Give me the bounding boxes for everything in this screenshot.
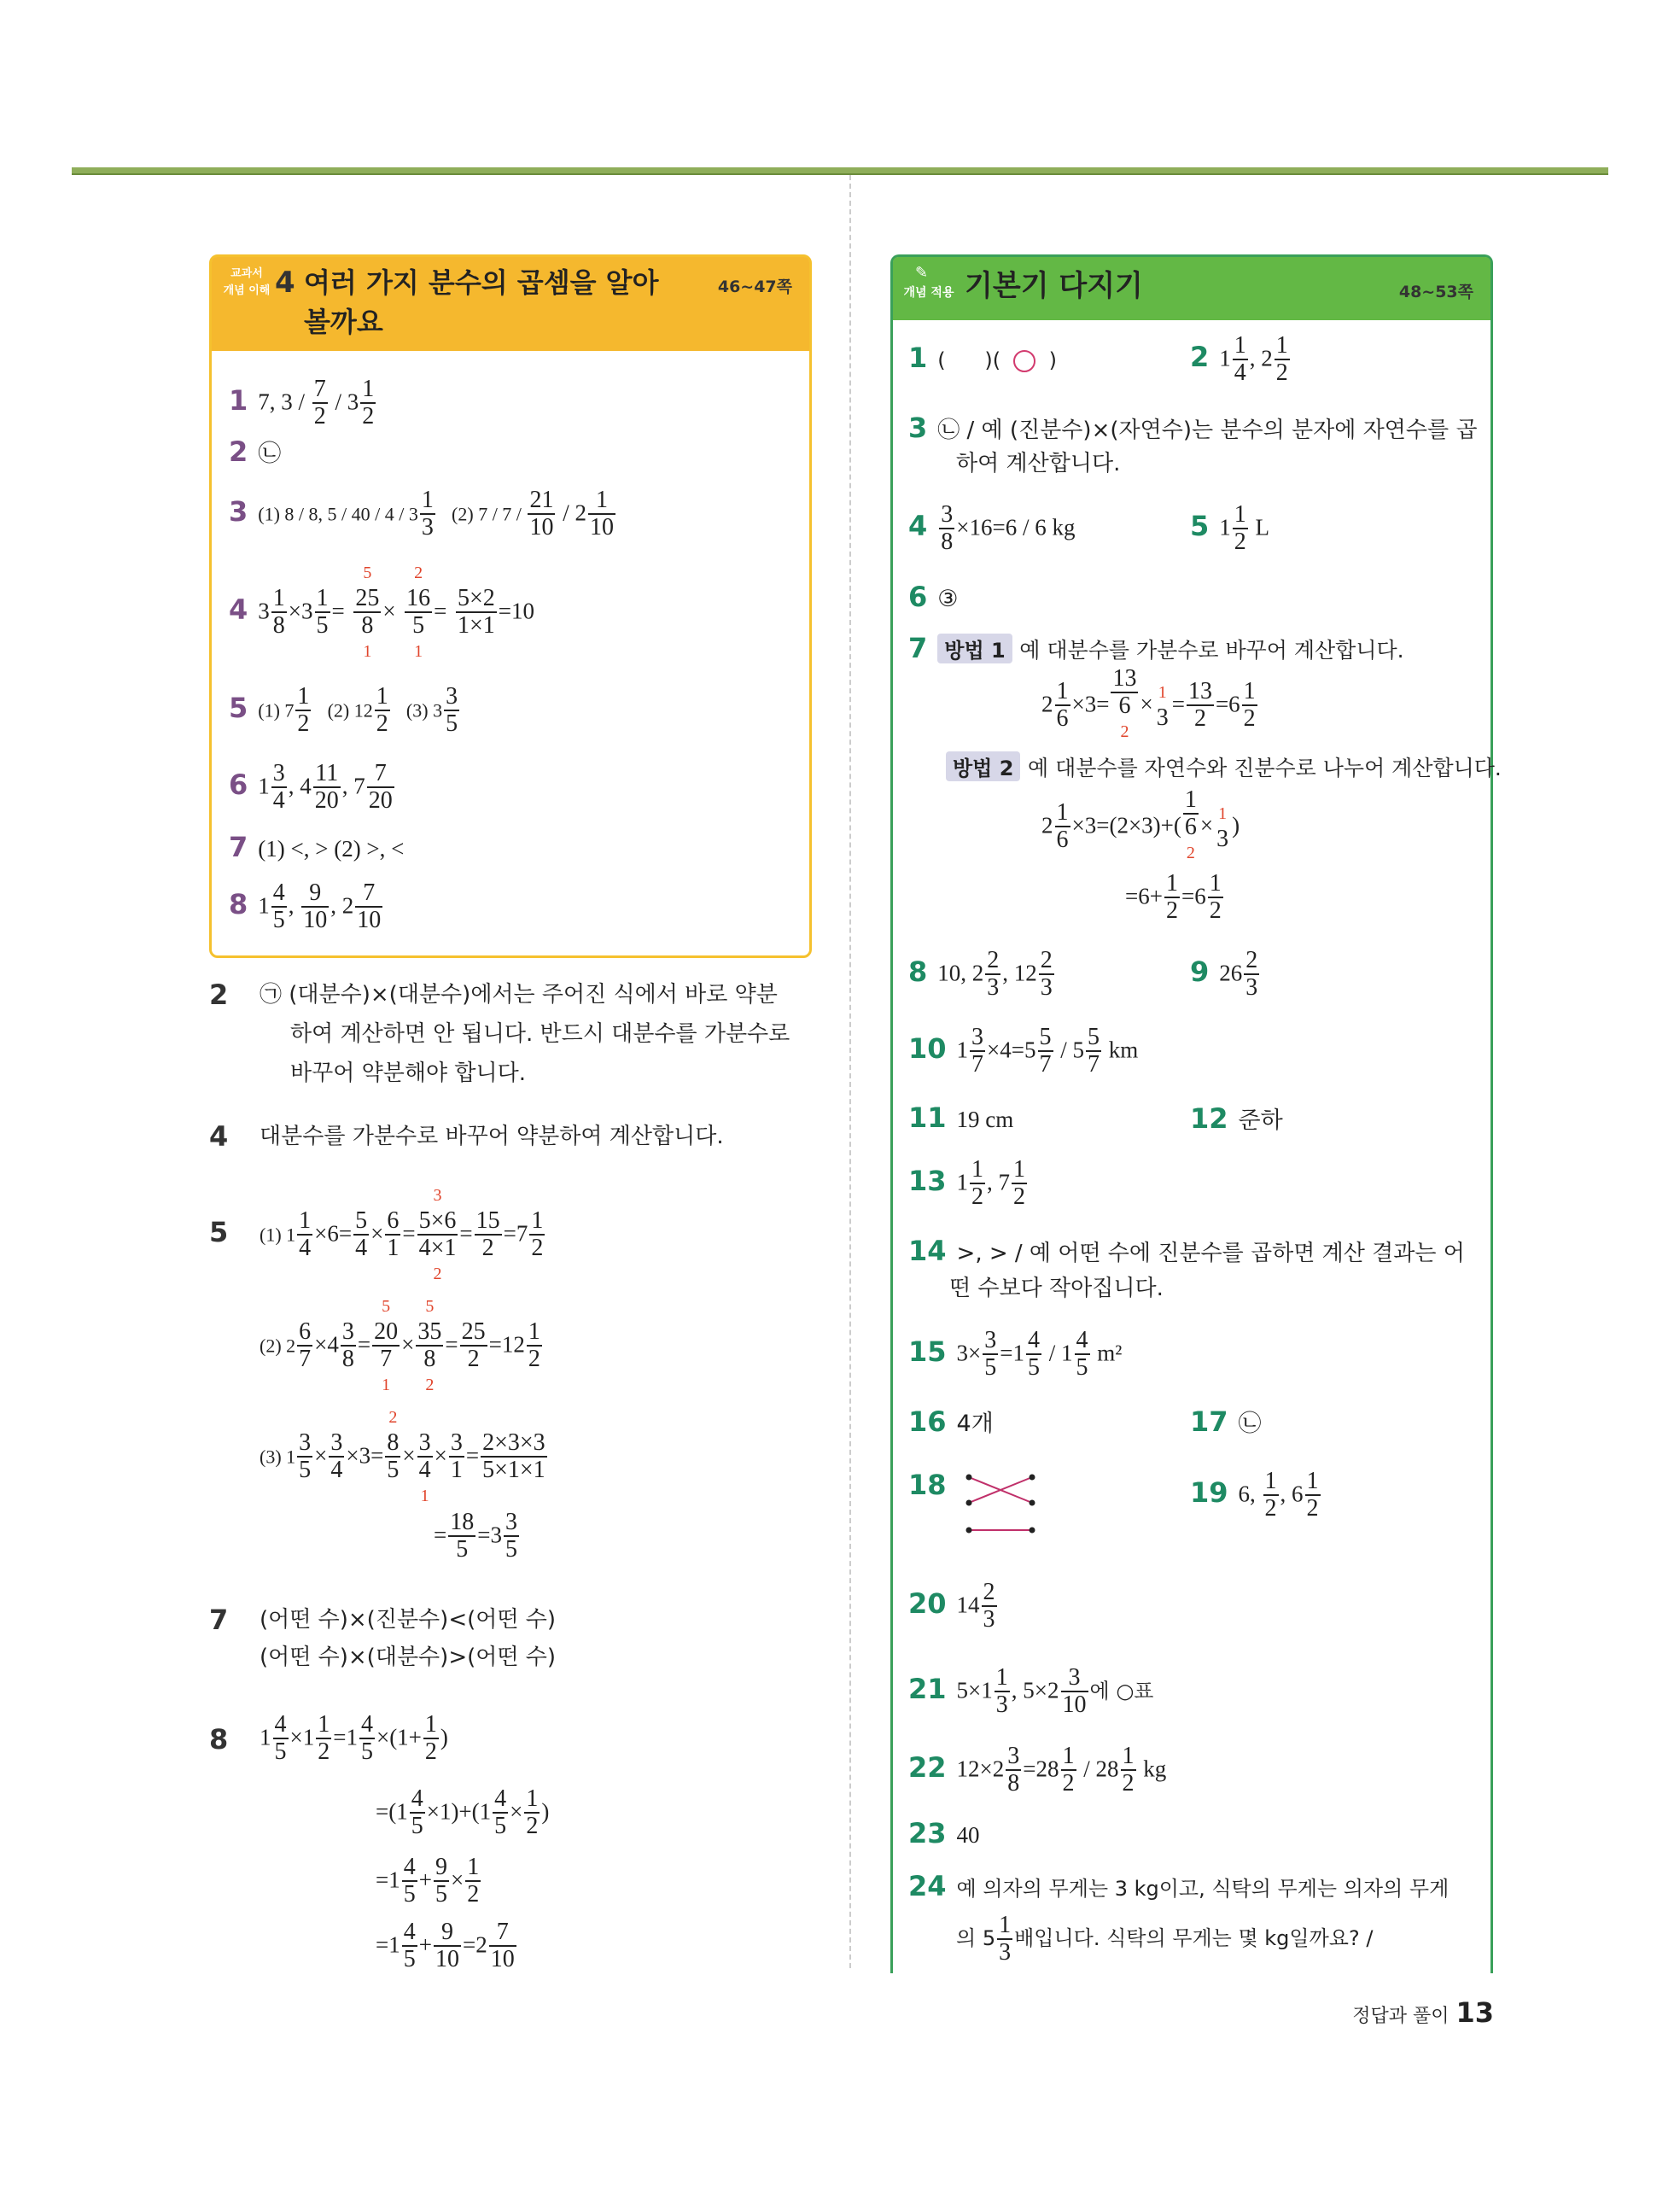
- right-answer-21: 21 5×1 $\frac{1}{3}$ , 5×2 $\frac{3}{10}$ 에 ○표: [908, 1664, 1154, 1718]
- right-answer-3-line2: 하여 계산합니다.: [956, 451, 1121, 476]
- explanation-4-number: 4: [209, 1120, 229, 1153]
- right-answer-24-line1: 24 예 의자의 무게는 3 kg이고, 식탁의 무게는 의자의 무게: [908, 1870, 1450, 1902]
- section-header-right: [893, 257, 1490, 320]
- section-title-line1: 여러 가지 분수의 곱셈을 알아: [304, 266, 659, 299]
- explanation-2-line1: ㉠ (대분수)×(대분수)에서는 주어진 식에서 바로 약분: [260, 982, 778, 1008]
- circle-mark: [1013, 350, 1035, 372]
- explanation-7-line1: (어떤 수)×(진분수)<(어떤 수): [260, 1607, 557, 1633]
- right-answer-1: 1 ( )( ): [908, 342, 1058, 374]
- answer-2: 2 ㉡: [229, 435, 282, 468]
- explanation-5-3b: = $\frac{18}{5}$ =3 $\frac{3}{5}$: [434, 1509, 517, 1563]
- top-rule: [72, 167, 1608, 175]
- explanation-8-2: =(1 $\frac{4}{5}$ ×1)+(1 $\frac{4}{5}$ × $\frac{1}{2}$ ): [376, 1785, 550, 1839]
- right-answer-12: 12 준하: [1190, 1102, 1283, 1135]
- right-answer-7-eq2a: 2 $\frac{1}{6}$ ×3=(2×3)+( 1 6 2 × 1 3 ): [1041, 786, 1240, 862]
- section-pages-right: 48~53쪽: [1398, 283, 1473, 301]
- answer-6: 6 1 $\frac{3}{4}$ , 4 $\frac{11}{20}$ , 7 $\frac{7}{20}$: [229, 760, 393, 814]
- right-answer-20: 20 14 $\frac{2}{3}$: [908, 1579, 995, 1633]
- textbook-concept-box: [209, 254, 812, 958]
- section-pages: 46~47쪽: [717, 278, 792, 296]
- right-answer-6: 6 ③: [908, 581, 959, 613]
- explanation-2-line2: 하여 계산하면 안 됩니다. 반드시 대분수를 가분수로: [290, 1021, 790, 1047]
- answer-1: 1 7, 3 / $\frac{7}{2}$ / 3 $\frac{1}{2}$: [229, 376, 375, 429]
- right-answer-16: 16 4개: [908, 1405, 994, 1438]
- right-answer-11: 11 19 cm: [908, 1101, 1014, 1134]
- explanation-7-line2: (어떤 수)×(대분수)>(어떤 수): [260, 1645, 557, 1670]
- explanation-2-number: 2: [209, 979, 229, 1011]
- explanation-8-3: =1 $\frac{4}{5}$ + $\frac{9}{5}$ × $\frac{1}{2}$: [376, 1854, 480, 1908]
- right-answer-19: 19 6, $\frac{1}{2}$ , 6 $\frac{1}{2}$: [1190, 1468, 1319, 1522]
- explanation-7-number: 7: [209, 1604, 229, 1636]
- section-tag-right: 개념 적용: [903, 286, 954, 300]
- section-title-line2: 볼까요: [304, 306, 383, 338]
- right-answer-10: 10 1 $\frac{3}{7}$ ×4=5 $\frac{5}{7}$ / 5 $\frac{5}{7}$ km: [908, 1024, 1139, 1078]
- footer-label: 정답과 풀이: [1352, 2006, 1450, 2027]
- answer-3: 3 (1) 8 / 8, 5 / 40 / 4 / 3 $\frac{1}{3}$ (2) 7 / 7 / $\frac{21}{10}$ / 2 $\frac{1}{10}$: [229, 487, 614, 540]
- explanation-5-1: (1) 1 $\frac{1}{4}$ ×6= $\frac{5}{4}$ × $\frac{6}{1}$ = 3 5×6 4×1 2 = $\frac{15}{2}$ =7 $\frac{1}{2}$: [260, 1186, 544, 1283]
- right-answer-24-line2: 의 5 $\frac{1}{3}$ 배입니다. 식탁의 무게는 몇 kg일까요? /: [956, 1912, 1374, 1966]
- right-answer-7-method1: 7 방법 1 예 대분수를 가분수로 바꾸어 계산합니다.: [908, 632, 1404, 664]
- section-number: 4: [275, 266, 295, 300]
- answer-8: 8 1 $\frac{4}{5}$ , $\frac{9}{10}$ , 2 $\frac{7}{10}$: [229, 879, 382, 933]
- right-answer-14-line2: 떤 수보다 작아집니다.: [949, 1276, 1164, 1301]
- right-answer-18: 18: [908, 1469, 1041, 1537]
- matching-lines-diagram: [964, 1469, 1041, 1537]
- answer-4: 4 3 $\frac{1}{8}$ ×3 $\frac{1}{5}$ = 5 25 8 1 × 2 16 5 1 = $\frac{5\times 2}{1\times 1}$ =10: [229, 564, 535, 661]
- section-title-right: 기본기 다지기: [965, 269, 1143, 303]
- right-answer-7-method2: 방법 2 예 대분수를 자연수와 진분수로 나누어 계산합니다.: [946, 751, 1502, 782]
- explanation-8-4: =1 $\frac{4}{5}$ + $\frac{9}{10}$ =2 $\frac{7}{10}$: [376, 1919, 515, 1972]
- right-answer-4: 4 $\frac{3}{8}$ ×16=6 / 6 kg: [908, 501, 1076, 555]
- explanation-8-number: 8: [209, 1723, 229, 1756]
- right-answer-7-eq2b: =6+ $\frac{1}{2}$ =6 $\frac{1}{2}$: [1125, 870, 1222, 924]
- explanation-5-3a: (3) 1 $\frac{3}{5}$ × $\frac{3}{4}$ ×3= 2 8 5 × 3 4 1 × $\frac{3}{1}$ = $\frac{2\times 3\times 3}{5\times 1\times 1}$: [260, 1408, 545, 1505]
- right-answer-15: 15 3× $\frac{3}{5}$ =1 $\frac{4}{5}$ / 1 $\frac{4}{5}$ m²: [908, 1327, 1123, 1381]
- right-answer-9: 9 26 $\frac{2}{3}$: [1190, 947, 1258, 1001]
- explanation-4-text: 대분수를 가분수로 바꾸어 약분하여 계산합니다.: [260, 1124, 724, 1149]
- right-answer-17: 17 ㉡: [1190, 1405, 1262, 1438]
- right-answer-5: 5 1 $\frac{1}{2}$ L: [1190, 501, 1270, 555]
- explanation-5-2: (2) 2 $\frac{6}{7}$ ×4 $\frac{3}{8}$ = 5 20 7 1 × 5 35 8 2 = $\frac{25}{2}$ =12 $\frac{1}{2}$: [260, 1297, 540, 1394]
- explanation-8-1: 1 $\frac{4}{5}$ ×1 $\frac{1}{2}$ =1 $\frac{4}{5}$ ×(1+ $\frac{1}{2}$ ): [260, 1711, 448, 1765]
- right-answer-23: 23 40: [908, 1817, 980, 1849]
- answer-7: 7 (1) <, > (2) >, <: [229, 831, 405, 863]
- answer-5: 5 (1) 7 $\frac{1}{2}$ (2) 12 $\frac{1}{2}$ (3) 3 $\frac{3}{5}$: [229, 683, 458, 737]
- right-answer-3-line1: 3 ㉡ / 예 (진분수)×(자연수)는 분수의 분자에 자연수를 곱: [908, 412, 1478, 444]
- method-2-badge: 방법 2: [946, 751, 1020, 781]
- right-answer-2: 2 1 $\frac{1}{4}$ , 2 $\frac{1}{2}$: [1190, 332, 1288, 386]
- method-1-badge: 방법 1: [937, 634, 1012, 663]
- pencil-icon: ✎: [915, 264, 929, 282]
- section-tag-top: 교과서: [230, 267, 263, 280]
- right-answer-22: 22 12×2 $\frac{3}{8}$ =28 $\frac{1}{2}$ / 28 $\frac{1}{2}$ kg: [908, 1743, 1167, 1797]
- column-divider: [849, 175, 851, 1968]
- explanation-2-line3: 바꾸어 약분해야 합니다.: [290, 1060, 526, 1086]
- right-answer-14-line1: 14 >, > / 예 어떤 수에 진분수를 곱하면 계산 결과는 어: [908, 1235, 1465, 1267]
- right-answer-13: 13 1 $\frac{1}{2}$ , 7 $\frac{1}{2}$: [908, 1156, 1026, 1210]
- page-number: 13: [1455, 1996, 1494, 2029]
- section-tag-bottom: 개념 이해: [223, 284, 271, 297]
- page-footer: [1352, 1996, 1494, 2029]
- section-header: [212, 257, 809, 351]
- right-answer-8: 8 10, 2 $\frac{2}{3}$ , 12 $\frac{2}{3}$: [908, 947, 1053, 1001]
- explanation-5-number: 5: [209, 1216, 229, 1248]
- right-answer-7-eq1: 2 $\frac{1}{6}$ ×3= 13 6 2 × 1 3 = $\frac{13}{2}$ =6 $\frac{1}{2}$: [1041, 665, 1256, 741]
